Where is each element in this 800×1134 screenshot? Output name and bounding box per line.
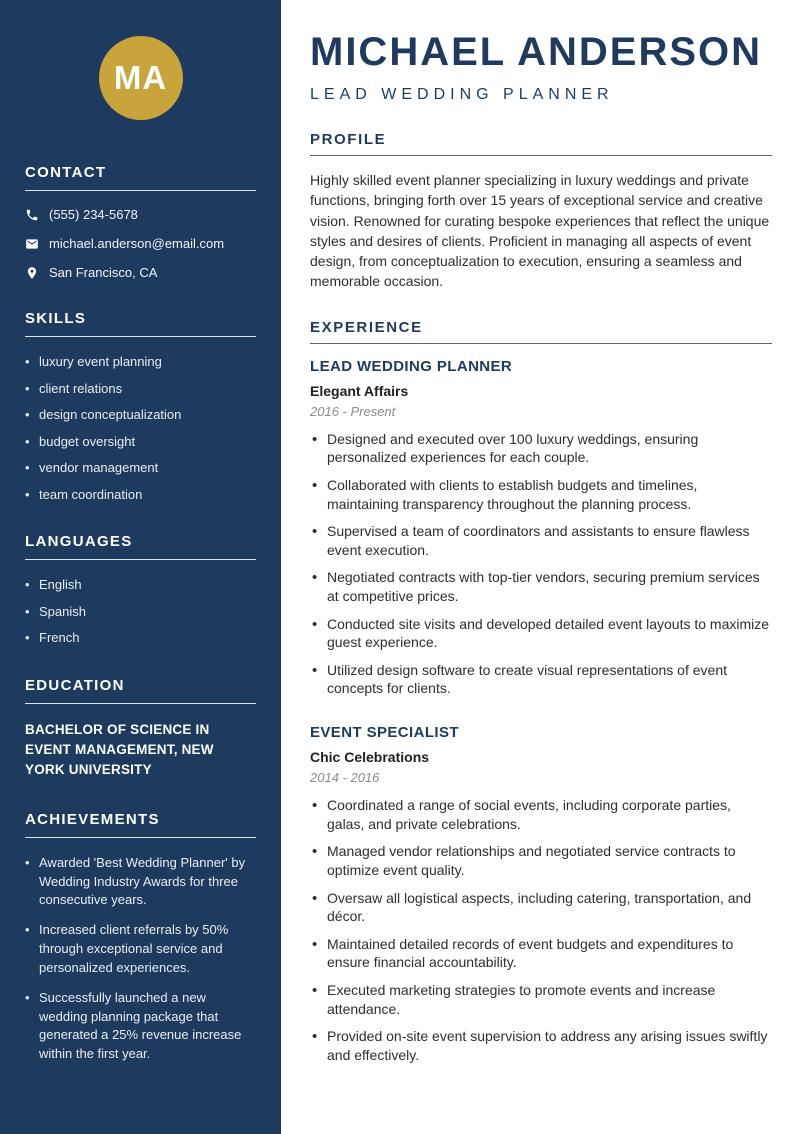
skill-item: • client relations (25, 380, 256, 398)
location-icon (25, 266, 39, 280)
achievements-section-title: ACHIEVEMENTS (25, 811, 256, 838)
education-section-title: EDUCATION (25, 677, 256, 704)
phone-icon (25, 208, 39, 222)
skill-item: • budget oversight (25, 433, 256, 451)
language-item: • French (25, 629, 256, 647)
avatar (99, 36, 183, 120)
skills-list (25, 353, 256, 503)
skill-item: • design conceptualization (25, 406, 256, 424)
achievements-list (25, 854, 256, 1064)
job-bullet: • Oversaw all logistical aspects, including catering, transportation, and décor. (310, 889, 772, 926)
language-item: • Spanish (25, 603, 256, 621)
experience-section-title: EXPERIENCE (310, 319, 772, 344)
job-company: Elegant Affairs (310, 382, 409, 399)
contact-section-title: CONTACT (25, 164, 256, 191)
job-dates: 2014 - 2016 (310, 770, 380, 786)
email-icon (25, 237, 39, 251)
main-content (281, 0, 800, 1134)
job-bullet: • Utilized design software to create visual representations of event concepts for clients. (310, 661, 772, 698)
person-job-title: LEAD WEDDING PLANNER (310, 86, 614, 103)
languages-list (25, 576, 256, 647)
skill-item: • vendor management (25, 459, 256, 477)
job-bullet-list (310, 796, 772, 1064)
job-bullet: • Coordinated a range of social events, including corporate parties, galas, and private celebrations. (310, 796, 772, 833)
job-role: LEAD WEDDING PLANNER (310, 357, 513, 375)
languages-section (25, 533, 256, 647)
job-bullet: • Designed and executed over 100 luxury weddings, ensuring personalized experiences for each couple. (310, 430, 772, 467)
job-role: EVENT SPECIALIST (310, 724, 459, 742)
achievement-item: • Awarded 'Best Wedding Planner' by Wedding Industry Awards for three consecutive years. (25, 854, 256, 911)
education-section (25, 677, 256, 781)
contact-location-text: San Francisco, CA (49, 265, 158, 280)
contact-section (25, 164, 256, 280)
languages-section-title: LANGUAGES (25, 533, 256, 560)
job-bullet: • Provided on-site event supervision to address any arising issues swiftly and effectively. (310, 1027, 772, 1064)
profile-section-title: PROFILE (310, 131, 772, 156)
education-degree: BACHELOR OF SCIENCE IN EVENT MANAGEMENT, NEW YORK UNIVERSITY (25, 721, 214, 778)
contact-item-phone (25, 207, 256, 222)
job-bullet: • Collaborated with clients to establish budgets and timelines, maintaining transparency throughout the planning process. (310, 476, 772, 513)
job-dates: 2016 - Present (310, 403, 396, 419)
contact-item-location (25, 265, 256, 280)
achievements-section (25, 811, 256, 1064)
skills-section (25, 310, 256, 503)
contact-email-text: michael.anderson@email.com (49, 236, 225, 251)
person-name: MICHAEL ANDERSON (310, 30, 763, 74)
job-bullet: • Managed vendor relationships and negotiated service contracts to optimize event quality. (310, 842, 772, 879)
contact-phone-text: (555) 234-5678 (49, 207, 138, 222)
sidebar (0, 0, 281, 1134)
job-bullet: • Negotiated contracts with top-tier vendors, securing premium services at competitive prices. (310, 568, 772, 605)
experience-job (310, 358, 772, 698)
avatar-initials: MA (113, 59, 168, 96)
job-bullet: • Conducted site visits and developed detailed event layouts to maximize guest experience. (310, 615, 772, 652)
job-bullet: • Executed marketing strategies to promote events and increase attendance. (310, 981, 772, 1018)
skills-section-title: SKILLS (25, 310, 256, 337)
profile-text: Highly skilled event planner specializing in luxury weddings and private functions, bringing forth over 15 years of exceptional service and creative vision. Renowned for curating bespoke experiences that reflect the unique styles and desires of clients. Proficient in managing all aspects of event design, from conceptualization to execution, ensuring a seamless and memorable occasion. (310, 172, 770, 290)
job-company: Chic Celebrations (310, 749, 430, 766)
job-bullet-list (310, 430, 772, 698)
skill-item: • luxury event planning (25, 353, 256, 371)
language-item: • English (25, 576, 256, 594)
skill-item: • team coordination (25, 486, 256, 504)
contact-item-email (25, 236, 256, 251)
achievement-item: • Successfully launched a new wedding planning package that generated a 25% revenue increase within the first year. (25, 989, 256, 1064)
achievement-item: • Increased client referrals by 50% through exceptional service and personalized experiences. (25, 921, 256, 978)
experience-job (310, 724, 772, 1064)
job-bullet: • Supervised a team of coordinators and assistants to ensure flawless event execution. (310, 522, 772, 559)
job-bullet: • Maintained detailed records of event budgets and expenditures to ensure financial accountability. (310, 935, 772, 972)
